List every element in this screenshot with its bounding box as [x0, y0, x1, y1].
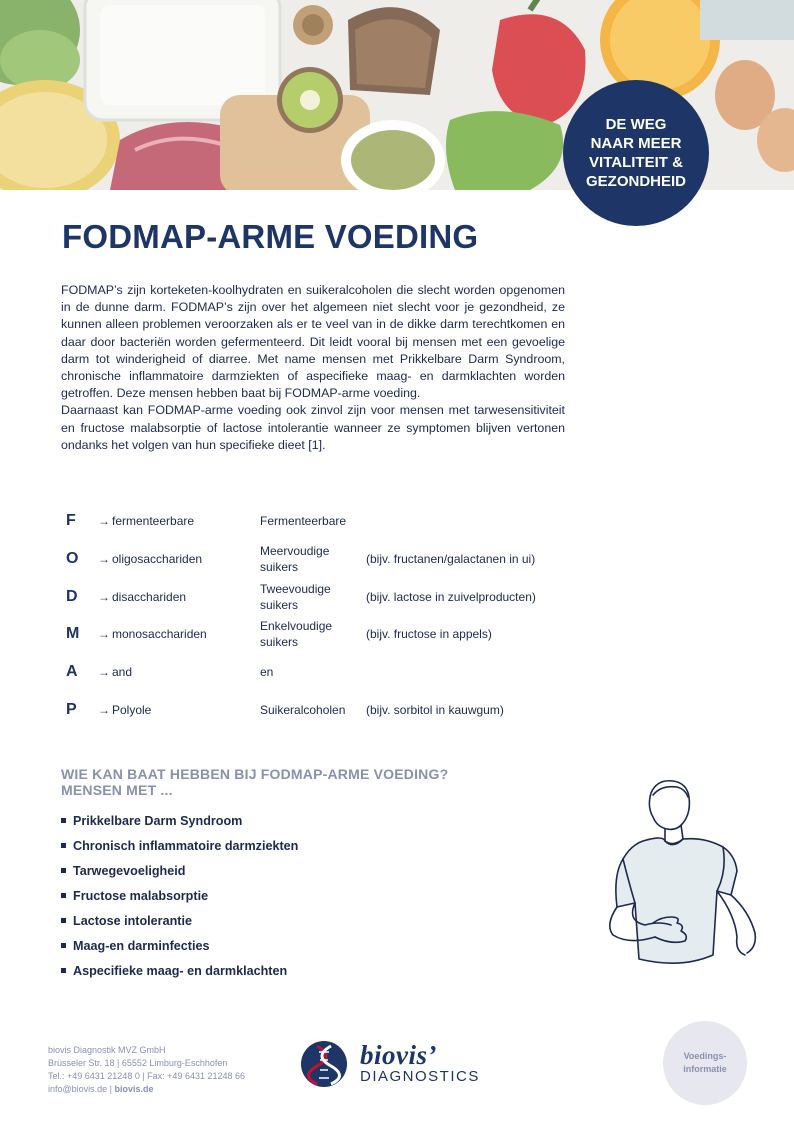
logo-name: biovis’	[360, 1040, 437, 1070]
fodmap-letter: M	[66, 625, 80, 642]
info-category-badge	[663, 1021, 747, 1105]
who-heading-line-1: WIE KAN BAAT HEBBEN BIJ FODMAP-ARME VOEDING?	[61, 766, 449, 782]
fodmap-term-text: fermenteerbare	[112, 514, 195, 528]
list-item-label: Chronisch inflammatoire darmziekten	[73, 838, 299, 853]
list-item	[61, 858, 298, 883]
badge-line-4: GEZONDHEID	[585, 173, 686, 190]
arrow-right-icon: →	[98, 703, 110, 717]
list-item-label: Lactose intolerantie	[73, 913, 192, 928]
fodmap-row-f	[62, 502, 582, 540]
intro-text	[61, 282, 565, 454]
arrow-right-icon: →	[98, 627, 110, 641]
info-badge-line-2: informatie	[683, 1064, 727, 1074]
logo-text	[360, 1042, 480, 1086]
fodmap-letter: A	[66, 663, 78, 680]
info-badge-line-1: Voedings-	[683, 1051, 727, 1061]
fodmap-term	[98, 590, 186, 604]
square-bullet-icon	[61, 893, 66, 898]
fodmap-term	[98, 665, 132, 679]
fodmap-example: (bijv. lactose in zuivelproducten)	[366, 590, 536, 604]
fodmap-term-text: and	[112, 665, 133, 679]
fodmap-dutch: Tweevoudige suikers	[260, 582, 331, 612]
fodmap-dutch: en	[260, 665, 274, 679]
footer-email-link[interactable]: info@biovis.de	[48, 1084, 108, 1094]
logo-subtitle: DIAGNOSTICS	[360, 1068, 480, 1085]
fodmap-letter: F	[66, 512, 76, 529]
list-item-label: Aspecifieke maag- en darmklachten	[73, 963, 288, 978]
fodmap-row-m	[62, 615, 582, 653]
fodmap-example: (bijv. fructanen/galactanen in ui)	[366, 552, 536, 566]
badge-line-2: NAAR MEER	[590, 135, 682, 152]
fodmap-term	[98, 703, 151, 717]
who-heading-line-2: MENSEN MET ...	[61, 782, 173, 798]
who-benefits-list	[61, 808, 298, 983]
fodmap-letter: O	[66, 550, 79, 567]
fodmap-term-text: Polyole	[112, 703, 152, 717]
footer-phone: Tel.: +49 6431 21248 0 | Fax: +49 6431 21248 66	[48, 1071, 245, 1081]
fodmap-term	[98, 627, 207, 641]
who-benefits-heading	[61, 766, 448, 798]
square-bullet-icon	[61, 843, 66, 848]
intro-paragraph-2: Daarnaast kan FODMAP-arme voeding ook zinvol zijn voor mensen met tarwesensitiviteit en fructose malabsorptie of lactose intolerantie wanneer ze symptomen blijven vertonen ondanks het volgen van hun specifieke dieet [1].	[61, 403, 565, 452]
fodmap-example: (bijv. fructose in appels)	[366, 627, 492, 641]
fodmap-letter: P	[66, 701, 77, 718]
fodmap-dutch: Fermenteerbare	[260, 514, 347, 528]
dna-helix-logo-icon	[300, 1040, 348, 1088]
square-bullet-icon	[61, 968, 66, 973]
fodmap-dutch: Meervoudige suikers	[260, 544, 330, 574]
badge-line-3: VITALITEIT &	[589, 154, 683, 171]
footer-street: Brüsseler Str. 18 | 65552 Limburg-Eschhofen	[48, 1058, 228, 1068]
list-item-label: Maag-en darminfecties	[73, 938, 210, 953]
fodmap-dutch: Suikeralcoholen	[260, 703, 346, 717]
arrow-right-icon: →	[98, 552, 110, 566]
list-item	[61, 883, 298, 908]
list-item	[61, 958, 298, 983]
list-item-label: Prikkelbare Darm Syndroom	[73, 813, 243, 828]
fodmap-term	[98, 552, 202, 566]
fodmap-dutch: Enkelvoudige suikers	[260, 619, 333, 649]
fodmap-example: (bijv. sorbitol in kauwgum)	[366, 703, 504, 717]
arrow-right-icon: →	[98, 590, 110, 604]
fodmap-term-text: monosacchariden	[112, 627, 207, 641]
footer-company: biovis Diagnostik MVZ GmbH	[48, 1045, 166, 1055]
square-bullet-icon	[61, 818, 66, 823]
fodmap-term-text: disacchariden	[112, 590, 187, 604]
intro-paragraph-1: FODMAP’s zijn korteketen-koolhydraten en suikeralcoholen die slecht worden opgenomen in de dunne darm. FODMAP’s zijn over het algemeen niet slecht voor je gezondheid, ze kunnen alleen problemen veroorzaken als er te veel van in de dikke darm terechtkomen en daar door bacteriën worden gefermenteerd. Dit leidt vooral bij mensen met een gevoelige darm tot winderigheid of diarree. Met name mensen met Prikkelbare Darm Syndroom, chronische inflammatoire darmziekten of aspecifieke maag- en darmklachten worden getroffen. Deze mensen hebben baat bij FODMAP-arme voeding.	[61, 283, 565, 401]
square-bullet-icon	[61, 868, 66, 873]
biovis-logo	[300, 1040, 480, 1088]
arrow-right-icon: →	[98, 514, 110, 528]
list-item	[61, 933, 298, 958]
footer-contact	[48, 1083, 245, 1096]
footer-address	[48, 1044, 245, 1096]
arrow-right-icon: →	[98, 665, 110, 679]
list-item-label: Tarwegevoeligheid	[73, 863, 186, 878]
slogan-badge	[563, 80, 709, 226]
fodmap-row-d	[62, 578, 582, 616]
list-item-label: Fructose malabsorptie	[73, 888, 209, 903]
footer-separator: |	[107, 1084, 115, 1094]
badge-line-1: DE WEG	[605, 116, 667, 133]
person-stomach-ache-illustration	[585, 775, 765, 990]
square-bullet-icon	[61, 918, 66, 923]
list-item	[61, 833, 298, 858]
fodmap-term	[98, 514, 194, 528]
fodmap-row-p	[62, 691, 582, 729]
fodmap-term-text: oligosacchariden	[112, 552, 203, 566]
fodmap-row-o	[62, 540, 582, 578]
list-item	[61, 808, 298, 833]
list-item	[61, 908, 298, 933]
fodmap-row-a	[62, 653, 582, 691]
footer-website-link[interactable]: biovis.de	[114, 1084, 154, 1094]
page-title: FODMAP-ARME VOEDING	[62, 218, 479, 255]
square-bullet-icon	[61, 943, 66, 948]
fodmap-letter: D	[66, 588, 78, 605]
